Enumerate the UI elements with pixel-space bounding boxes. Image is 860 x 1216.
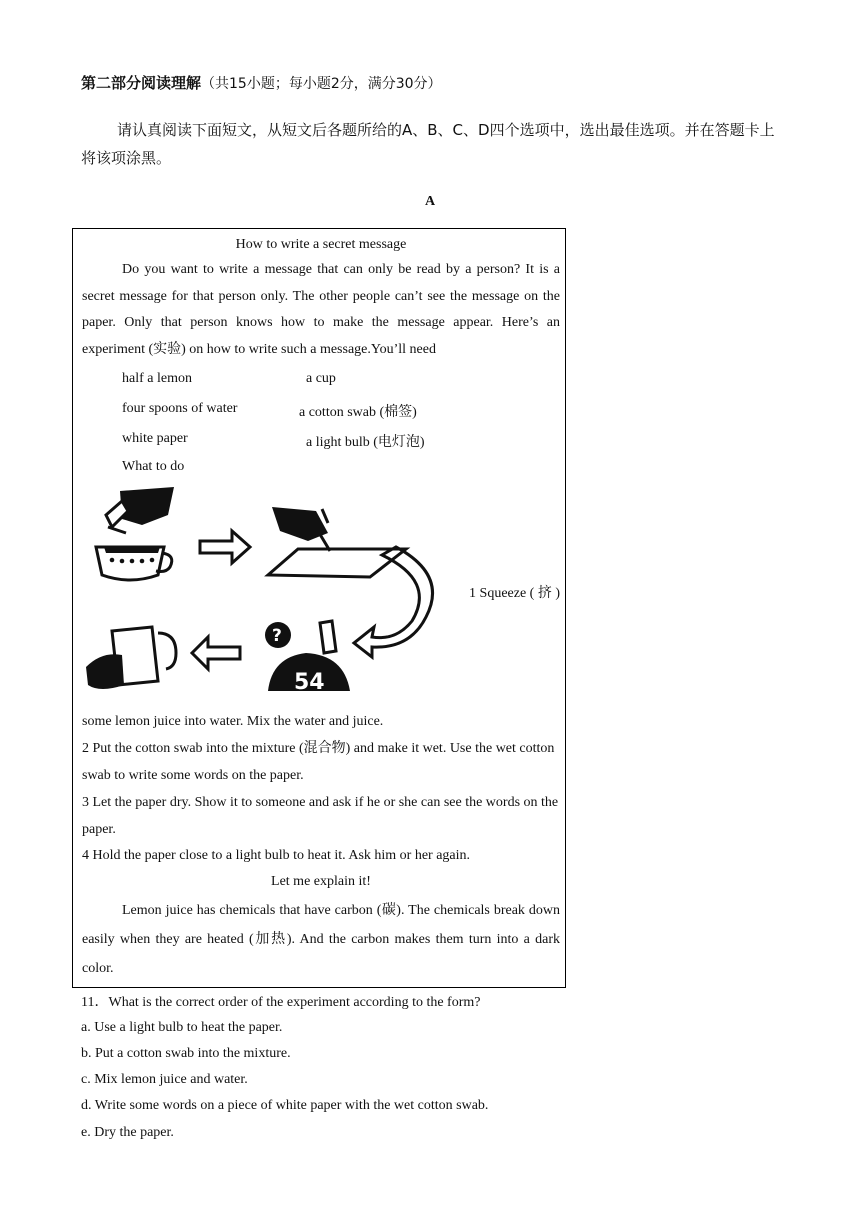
experiment-illustration (82, 481, 442, 703)
cup-icon (96, 547, 172, 580)
option-b: b. Put a cotton swab into the mixture. (81, 1046, 291, 1061)
need-item: white paper (122, 431, 188, 446)
shirt-number: 54 (294, 670, 325, 695)
passage-title: How to write a secret message (235, 237, 407, 252)
need-item: a light bulb (电灯泡) (306, 435, 425, 450)
question-stem: 11．What is the correct order of the experiment according to the form? (81, 995, 481, 1010)
person-question-icon (265, 621, 350, 695)
passage-box: How to write a secret message Do you want to write a message that can only be read by a person? It is a secret message for that person only. The other people can’t see the message on the paper. Only that person knows how to make the message appear. Here’s an experiment (实验) on how to write such a message.You’ll need half a lemon a cup four spoons of water a cotton swab (棉签) white paper a light bulb (电灯泡) What to do ? 54 1 Squeeze ( 挤 ) some lemon juice into water. Mix the water and juice. 2 Put the cotton swab into the mixture (混合物) and make it wet. Use the wet cotton swab to write some words on the paper. 3 Let the paper dry. Show it to someone and ask if he or she can see the words on the paper. 4 Hold the paper close to a light bulb to heat it. Ask him or her again. Let me explain it! Lemon juice has chemicals that have carbon (碳). The chemicals break down easily when they are heated (加热). And the carbon makes them turn into a dark color. (72, 228, 566, 988)
option-d: d. Write some words on a piece of white paper with the wet cotton swab. (81, 1098, 489, 1113)
section-title: 第二部分阅读理解 (81, 74, 202, 92)
option-c: c. Mix lemon juice and water. (81, 1072, 248, 1087)
explain-title: Let me explain it! (271, 874, 371, 889)
option-e: e. Dry the paper. (81, 1125, 174, 1140)
step-3: 3 Let the paper dry. Show it to someone and ask if he or she can see the words on the paper. (82, 795, 559, 837)
bulb-heat-icon (86, 627, 176, 689)
need-item: a cotton swab (棉签) (299, 405, 417, 420)
right-arrow-icon (200, 531, 250, 563)
step-4: 4 Hold the paper close to a light bulb to heat it. Ask him or her again. (82, 848, 471, 863)
curved-arrow-icon (354, 547, 433, 657)
lemon-squeeze-icon (106, 487, 174, 533)
need-item: a cup (306, 371, 336, 386)
passage-intro: Do you want to write a message that can only be read by a person? It is a secret message for that person only. The other people can’t see the message on the paper. Only that person knows how to make the message appear. Here’s an experiment (实验) on how to write such a message.You’ll need (82, 262, 560, 357)
need-item: half a lemon (122, 371, 192, 386)
section-heading (81, 72, 442, 93)
explain-paragraph: Lemon juice has chemicals that have carbon (碳). The chemicals break down easily when they are heated (加热). And the carbon makes them turn into a dark color. (82, 903, 560, 976)
passage-letter: A (424, 194, 436, 209)
section-note: （共15小题；每小题2分，满分30分） (201, 76, 442, 92)
question-mark: ? (272, 626, 282, 646)
left-arrow-icon (192, 637, 240, 669)
step-2: 2 Put the cotton swab into the mixture (混合物) and make it wet. Use the wet cotton swab to write some words on the paper. (82, 741, 555, 783)
need-item: four spoons of water (122, 401, 238, 416)
option-a: a. Use a light bulb to heat the paper. (81, 1020, 283, 1035)
instructions: 请认真阅读下面短文，从短文后各题所给的A、B、C、D四个选项中，选出最佳选项。并在答题卡上将该项涂黑。 (81, 121, 775, 167)
step-1-start: 1 Squeeze ( 挤 ) (469, 586, 560, 601)
writing-hand-icon (268, 507, 406, 577)
step-1-end: some lemon juice into water. Mix the water and juice. (82, 714, 384, 729)
